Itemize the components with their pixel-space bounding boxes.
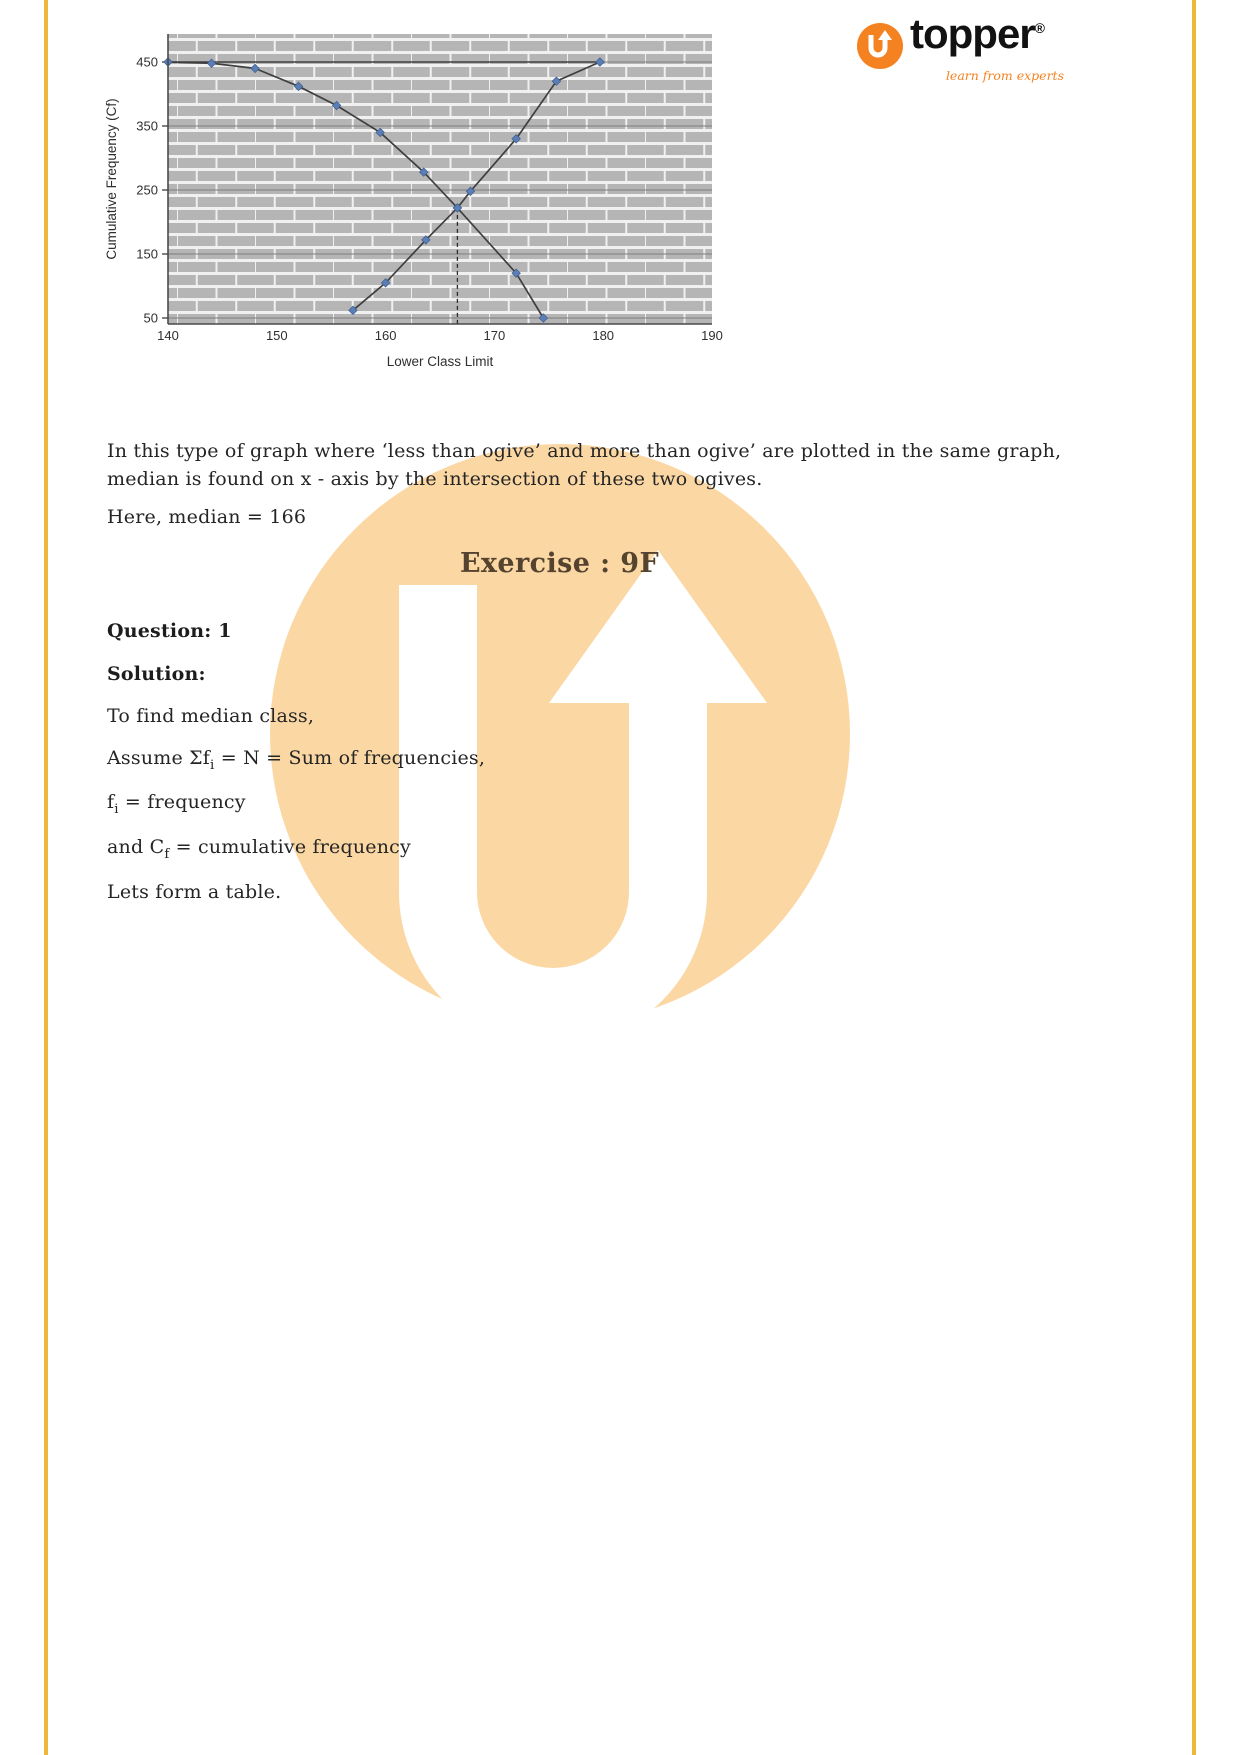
svg-text:50: 50 bbox=[143, 310, 158, 326]
exercise-heading: Exercise : 9F bbox=[459, 548, 660, 579]
svg-text:Cumulative Frequency (Cf): Cumulative Frequency (Cf) bbox=[104, 98, 119, 260]
brand-watermark bbox=[268, 440, 852, 1028]
ogive-chart-svg bbox=[100, 26, 730, 376]
intro-line-2: median is found on x - axis by the intersection of these two ogives. bbox=[107, 468, 763, 490]
watermark-circle bbox=[270, 444, 850, 1024]
median-statement: Here, median = 166 bbox=[107, 506, 307, 528]
brand-tagline: learn from experts bbox=[945, 68, 1064, 83]
svg-text:170: 170 bbox=[483, 328, 506, 343]
table-intro-line: Lets form a table. bbox=[107, 881, 282, 903]
right-border-rule bbox=[1192, 0, 1196, 1755]
intro-paragraph bbox=[107, 437, 1067, 493]
svg-text:150: 150 bbox=[265, 328, 288, 343]
watermark-svg bbox=[268, 440, 852, 1028]
assume-line: Assume $\Sigma f_i = N$ = Sum of frequencies, bbox=[107, 747, 486, 773]
cf-definition-line: and $C_f$ = cumulative frequency bbox=[107, 836, 411, 862]
svg-text:160: 160 bbox=[374, 328, 397, 343]
svg-text:450: 450 bbox=[136, 54, 158, 70]
plot-area-background bbox=[168, 34, 712, 324]
topper-logo bbox=[856, 10, 1066, 88]
brand-name: topper® bbox=[910, 10, 1045, 57]
svg-text:350: 350 bbox=[136, 118, 158, 134]
svg-text:150: 150 bbox=[136, 246, 158, 262]
topper-logo-icon bbox=[856, 22, 904, 70]
ogive-chart bbox=[100, 26, 730, 376]
svg-text:Lower Class Limit: Lower Class Limit bbox=[386, 354, 494, 369]
svg-text:140: 140 bbox=[157, 328, 179, 343]
left-border-rule bbox=[44, 0, 48, 1755]
intro-line-1: In this type of graph where ‘less than ogive’ and more than ogive’ are plotted in the same graph, bbox=[107, 440, 1062, 462]
svg-text:180: 180 bbox=[592, 328, 615, 343]
svg-text:250: 250 bbox=[136, 182, 158, 198]
solution-label: Solution: bbox=[107, 663, 206, 685]
question-label: Question: 1 bbox=[107, 620, 232, 642]
fi-definition-line: $f_i$ = frequency bbox=[107, 791, 246, 817]
svg-text:190: 190 bbox=[701, 328, 723, 343]
find-median-line: To find median class, bbox=[107, 705, 315, 727]
registered-mark: ® bbox=[1034, 20, 1045, 36]
